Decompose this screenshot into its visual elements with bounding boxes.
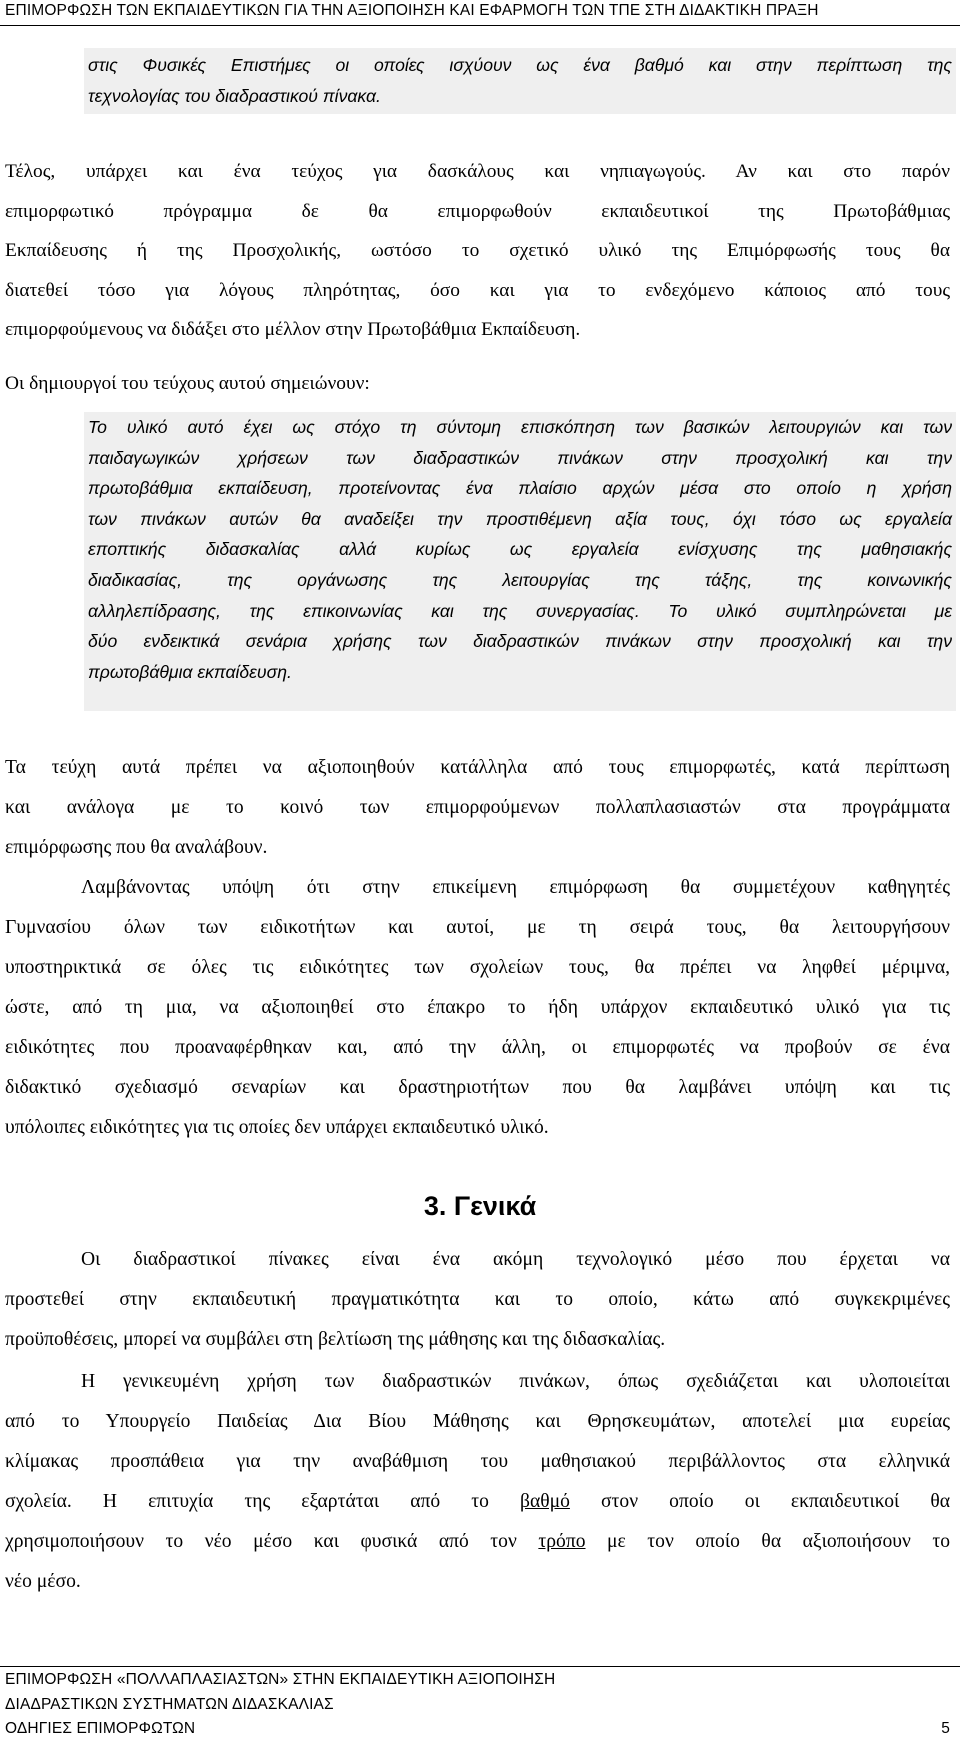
quote-line: Το υλικό αυτό έχει ως στόχο τη σύντομη επισκόπηση των βασικών λειτουργιών και των: [88, 417, 952, 437]
text-run: σχολεία. Η επιτυχία της εξαρτάται από το: [5, 1491, 520, 1512]
paragraph-line: προστεθεί στην εκπαιδευτική πραγματικότητα και το οποίο, κάτω από συγκεκριμένες: [5, 1289, 950, 1310]
paragraph-interactive-boards: [5, 1240, 950, 1360]
page-number: 5: [941, 1720, 950, 1737]
quote-line: αλληλεπίδρασης, της επικοινωνίας και της συνεργασίας. Το υλικό συμπληρώνεται με: [88, 600, 952, 621]
underlined-word: τρόπο: [538, 1531, 586, 1552]
authors-note: Οι δημιουργοί του τεύχους αυτού σημειώνουν:: [5, 373, 370, 394]
quote-block-authors: [84, 412, 956, 711]
paragraph-line: επιμόρφωσης που θα αναλάβουν.: [5, 837, 268, 858]
footer-line: ΟΔΗΓΙΕΣ ΕΠΙΜΟΡΦΩΤΩΝ: [5, 1720, 196, 1738]
page-footer: [0, 1666, 960, 1742]
text-run: στον οποίο οι εκπαιδευτικοί θα: [569, 1491, 950, 1512]
paragraph-line: επιμορφούμενους να διδάξει στο μέλλον στην Πρωτοβάθμια Εκπαίδευση.: [5, 319, 581, 341]
quote-line: των πινάκων αυτών θα αναδείξει την προστιθέμενη αξία τους, όχι τόσο ως εργαλεία: [88, 508, 952, 529]
quote-line: εποπτικής διδασκαλίας αλλά κυρίως ως εργαλεία ενίσχυσης της μαθησιακής: [88, 539, 952, 560]
paragraph-line: Τα τεύχη αυτά πρέπει να αξιοποιηθούν κατάλληλα από τους επιμορφωτές, κατά περίπτωση: [5, 757, 950, 778]
quote-line: στις Φυσικές Επιστήμες οι οποίες ισχύουν ως ένα βαθμό και στην περίπτωση της: [88, 55, 952, 75]
text-run: με τον οποίο θα αξιοποιήσουν το: [585, 1531, 950, 1552]
paragraph-line: Τέλος, υπάρχει και ένα τεύχος για δασκάλους και νηπιαγωγούς. Αν και στο παρόν: [5, 161, 950, 182]
paragraph-line: υποστηρικτικά σε όλες τις ειδικότητες των σχολείων τους, θα πρέπει να ληφθεί μέριμνα,: [5, 957, 950, 978]
paragraph-volumes-usage: [5, 748, 950, 868]
quote-line: δύο ενδεικτικά σενάρια χρήσης των διαδραστικών πινάκων στην προσχολική και την: [88, 631, 952, 652]
quote-line: παιδαγωγικών χρήσεων των διαδραστικών πινάκων στην προσχολική και την: [88, 447, 952, 468]
section-heading: 3. Γενικά: [423, 1191, 537, 1221]
underlined-word: βαθμό: [519, 1491, 570, 1512]
paragraph-line: Η γενικευμένη χρήση των διαδραστικών πινάκων, όπως σχεδιάζεται και υλοποιείται: [81, 1371, 950, 1392]
paragraph-line: ώστε, από τη μια, να αξιοποιηθεί στο έπακρο το ήδη υπάρχον εκπαιδευτικό υλικό για τις: [5, 997, 950, 1018]
paragraph-line: διατεθεί τόσο για λόγους πληρότητας, όσο και για το ενδεχόμενο κάποιος από τους: [5, 279, 950, 301]
paragraph-line: Εκπαίδευσης ή της Προσχολικής, ωστόσο το σχετικό υλικό της Επιμόρφωσής τους θα: [5, 240, 950, 262]
paragraph-generalized-use: [5, 1362, 950, 1602]
paragraph-line: υπόλοιπες ειδικότητες για τις οποίες δεν υπάρχει εκπαιδευτικό υλικό.: [5, 1117, 549, 1138]
running-header-text: ΕΠΙΜΟΡΦΩΣΗ ΤΩΝ ΕΚΠΑΙΔΕΥΤΙΚΩΝ ΓΙΑ ΤΗΝ ΑΞΙΟΠΟΙΗΣΗ ΚΑΙ ΕΦΑΡΜΟΓΗ ΤΩΝ ΤΠΕ ΣΤΗ ΔΙΔΑΚΤΙΚΗ ΠΡΑΞΗ: [5, 2, 819, 19]
running-header: [0, 0, 960, 26]
paragraph-line: επιμορφωτικό πρόγραμμα δε θα επιμορφωθούν εκπαιδευτικοί της Πρωτοβάθμιας: [5, 200, 950, 222]
text-run: χρησιμοποιήσουν το νέο μέσο και φυσικά από τον: [5, 1531, 539, 1552]
quote-line: διαδικασίας, της οργάνωσης της λειτουργίας της τάξης, της κοινωνικής: [88, 569, 952, 590]
paragraph-line: [5, 1482, 950, 1522]
quote-line: πρωτοβάθμια εκπαίδευση, προτείνοντας ένα πλαίσιο αρχών μέσα στο οποίο η χρήση: [88, 478, 952, 499]
paragraph-line: προϋποθέσεις, μπορεί να συμβάλει στη βελτίωση της μάθησης και της διδασκαλίας.: [5, 1329, 666, 1350]
paragraph-line: διδακτικό σχεδιασμό σεναρίων και δραστηριοτήτων που θα λαμβάνει υπόψη και τις: [5, 1077, 950, 1098]
quote-line: πρωτοβάθμια εκπαίδευση.: [88, 661, 292, 682]
footer-line: ΕΠΙΜΟΡΦΩΣΗ «ΠΟΛΛΑΠΛΑΣΙΑΣΤΩΝ» ΣΤΗΝ ΕΚΠΑΙΔΕΥΤΙΚΗ ΑΞΙΟΠΟΙΗΣΗ: [5, 1671, 556, 1688]
paragraph-teachers-volume: [5, 152, 950, 350]
paragraph-line: Γυμνασίου όλων των ειδικοτήτων και αυτοί, με τη σειρά τους, θα λειτουργήσουν: [5, 917, 950, 938]
paragraph-line: κλίμακας προσπάθεια για την αναβάθμιση του μαθησιακού περιβάλλοντος στα ελληνικά: [5, 1451, 950, 1472]
paragraph-line: και ανάλογα με το κοινό των επιμορφούμενων πολλαπλασιαστών στα προγράμματα: [5, 797, 950, 818]
paragraph-line: Οι διαδραστικοί πίνακες είναι ένα ακόμη τεχνολογικό μέσο που έρχεται να: [81, 1249, 950, 1270]
paragraph-line: ειδικότητες που προαναφέρθηκαν και, από την άλλη, οι επιμορφωτές να προβούν σε ένα: [5, 1037, 950, 1058]
paragraph-line: [5, 1522, 950, 1562]
paragraph-line: νέο μέσο.: [5, 1571, 81, 1592]
paragraph-line: από το Υπουργείο Παιδείας Δια Βίου Μάθησης και Θρησκευμάτων, αποτελεί μια ευρείας: [5, 1411, 950, 1432]
quote-line: τεχνολογίας του διαδραστικού πίνακα.: [88, 86, 381, 106]
footer-line: ΔΙΑΔΡΑΣΤΙΚΩΝ ΣΥΣΤΗΜΑΤΩΝ ΔΙΔΑΣΚΑΛΙΑΣ: [5, 1695, 334, 1713]
paragraph-gymnasium-teachers: [5, 868, 950, 1148]
paragraph-line: Λαμβάνοντας υπόψη ότι στην επικείμενη επιμόρφωση θα συμμετέχουν καθηγητές: [81, 877, 950, 898]
quote-block-physics: [84, 48, 956, 114]
